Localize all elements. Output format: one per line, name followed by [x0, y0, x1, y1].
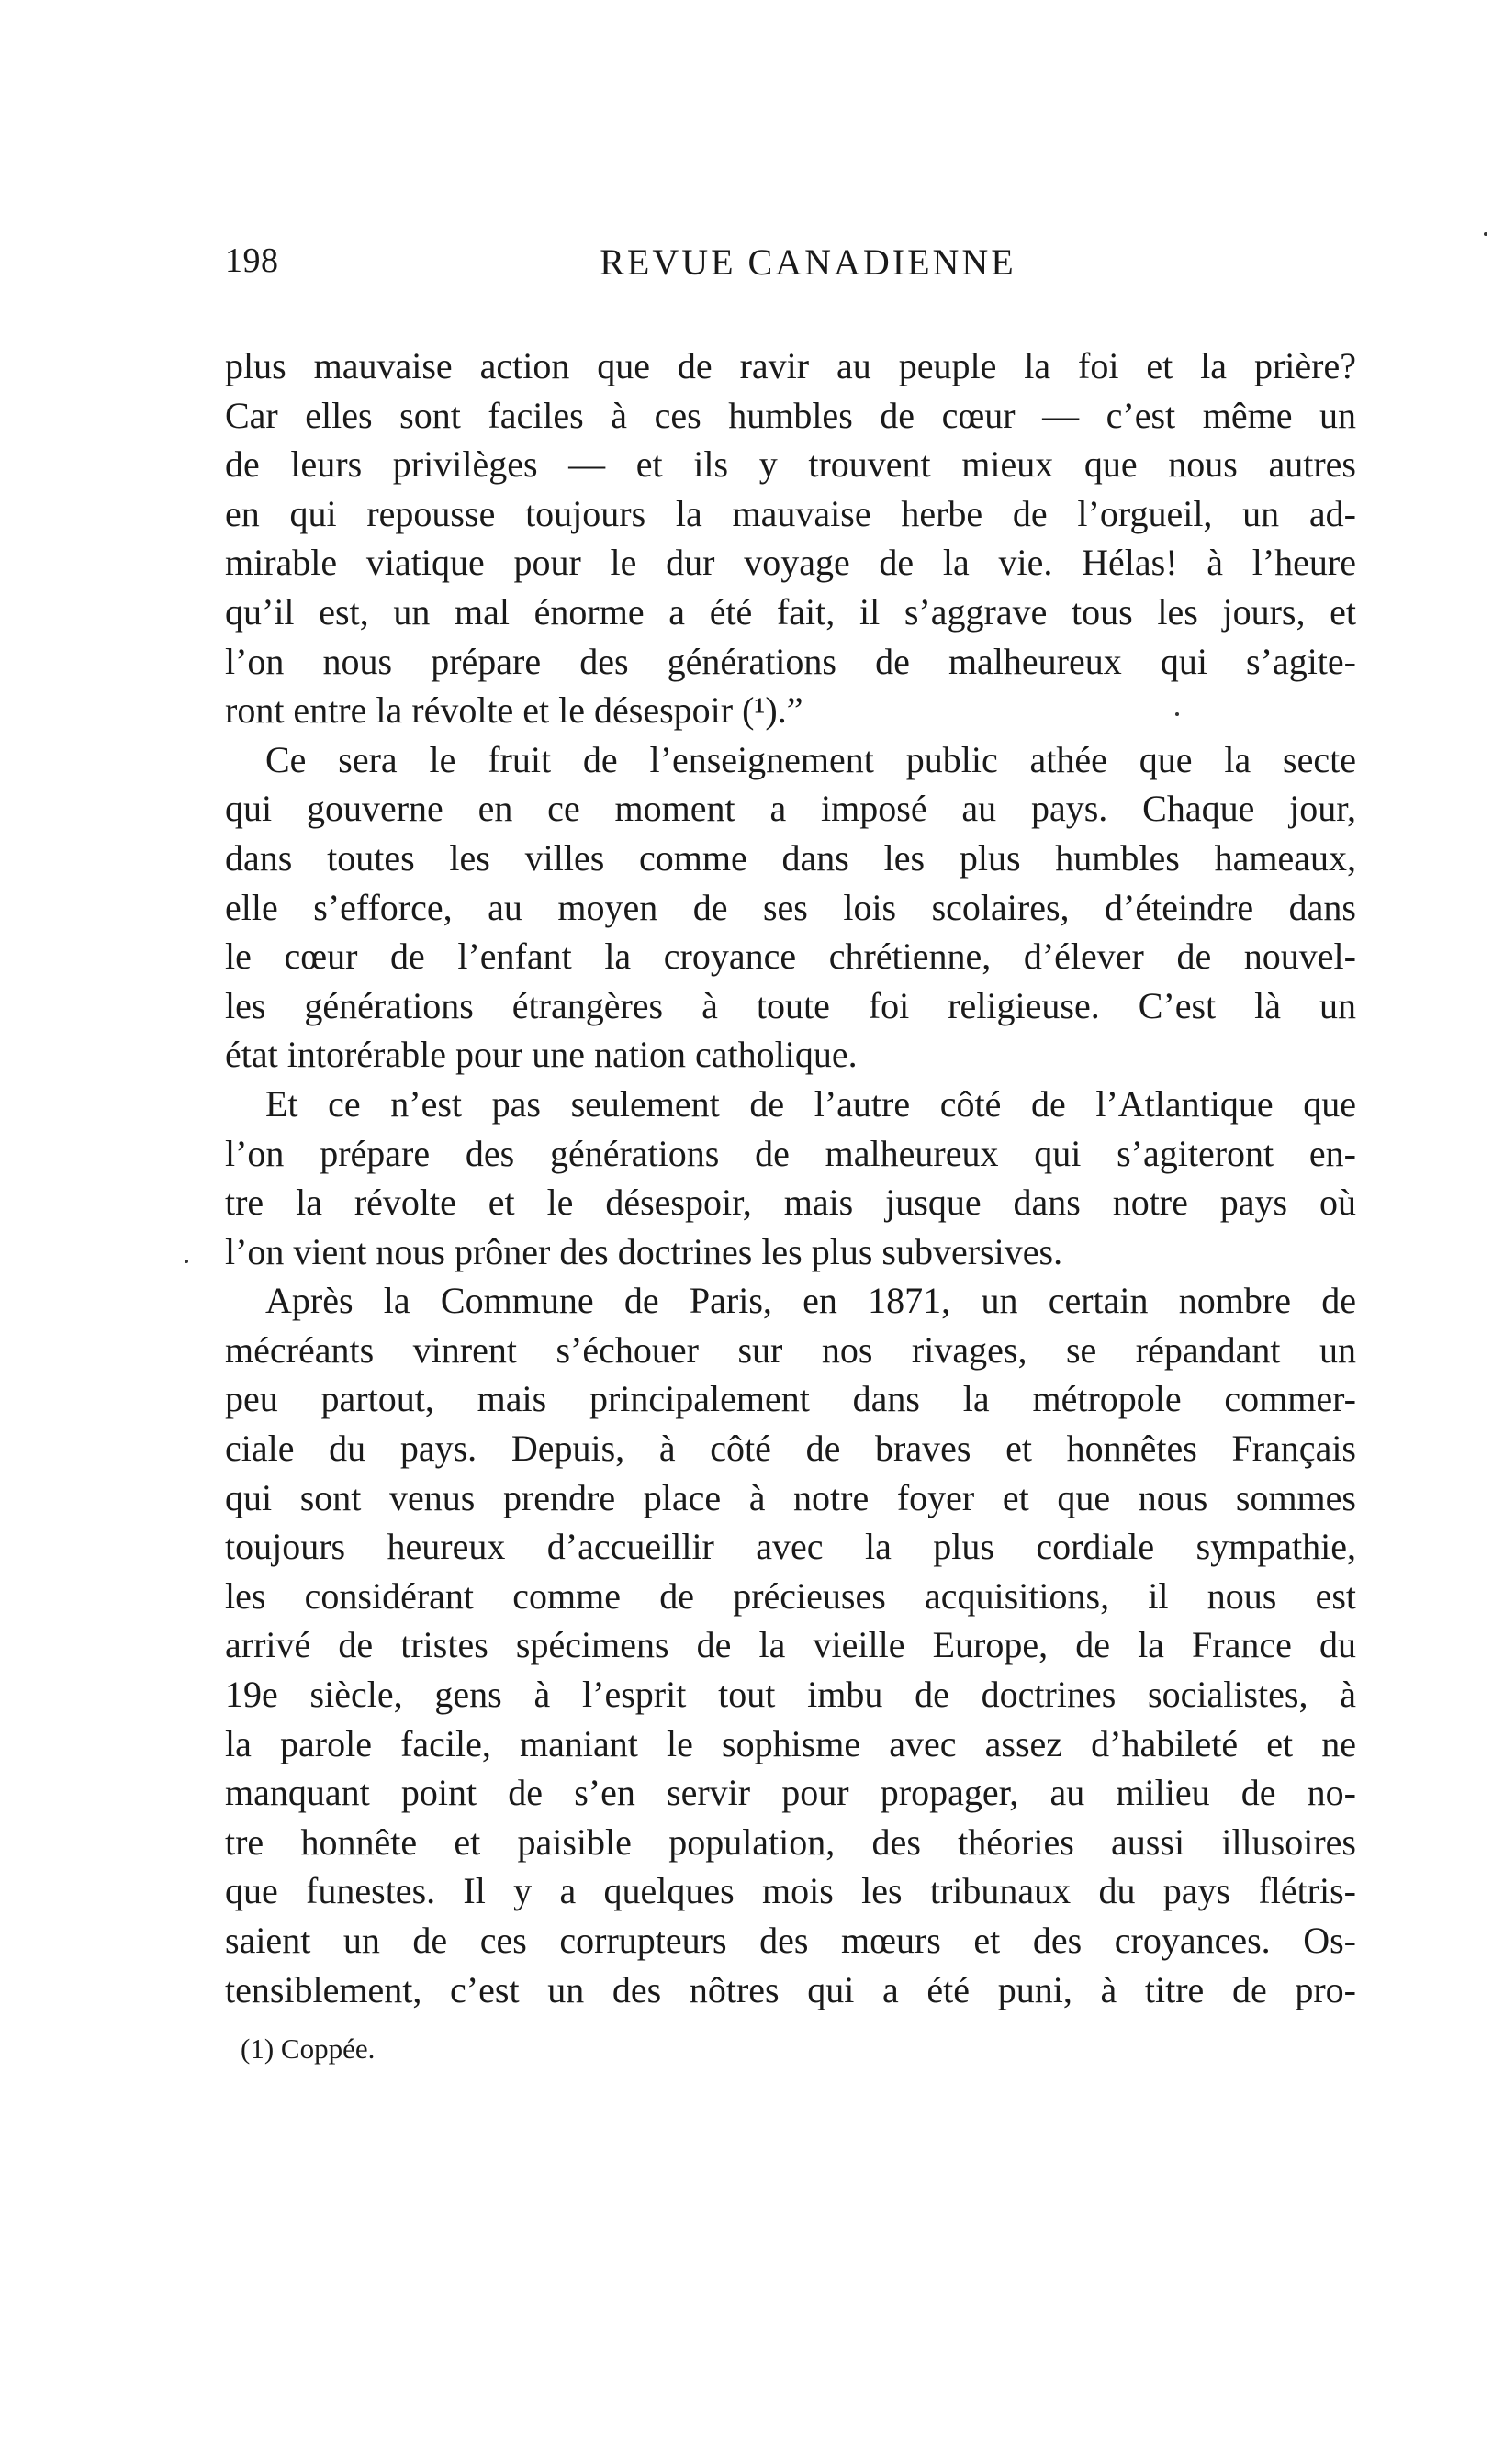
text-line: que funestes. Il y a quelques mois les tribunaux du pays flétris-	[225, 1870, 1356, 1912]
text-line: l’on prépare des générations de malheureux qui s’agiteront en-	[225, 1132, 1356, 1174]
text-line: l’on nous prépare des générations de malheureux qui s’agite-	[225, 640, 1356, 682]
text-line: 19e siècle, gens à l’esprit tout imbu de doctrines socialistes, à	[225, 1674, 1356, 1716]
text-line: la parole facile, maniant le sophisme avec assez d’habileté et ne	[225, 1722, 1356, 1764]
text-line: tensiblement, c’est un des nôtres qui a été puni, à titre de pro-	[225, 1968, 1356, 2010]
text-line: elle s’efforce, au moyen de ses lois scolaires, d’éteindre dans	[225, 886, 1356, 928]
text-line: arrivé de tristes spécimens de la vieille Europe, de la France du	[225, 1624, 1356, 1666]
text-line: qui gouverne en ce moment a imposé au pays. Chaque jour,	[225, 788, 1356, 830]
text-line: Car elles sont faciles à ces humbles de cœur — c’est même un	[225, 394, 1356, 436]
text-line: plus mauvaise action que de ravir au peuple la foi et la prière?	[225, 345, 1356, 386]
text-line: peu partout, mais principalement dans la métropole commer-	[225, 1378, 1356, 1420]
footnote: (1) Coppée.	[241, 2033, 376, 2065]
text-line: dans toutes les villes comme dans les plus humbles hameaux,	[225, 836, 1356, 879]
text-line: qui sont venus prendre place à notre foyer et que nous sommes	[225, 1476, 1356, 1518]
paragraph-start-line: Ce sera le fruit de l’enseignement public athée que la secte	[265, 738, 1356, 780]
text-line: ciale du pays. Depuis, à côté de braves et honnêtes Français	[225, 1428, 1356, 1470]
text-line: état intorérable pour une nation catholique.	[225, 1034, 858, 1076]
text-line: en qui repousse toujours la mauvaise herbe de l’orgueil, un ad-	[225, 492, 1356, 534]
text-line: le cœur de l’enfant la croyance chrétienne, d’élever de nouvel-	[225, 935, 1356, 978]
text-line: tre honnête et paisible population, des théories aussi illusoires	[225, 1820, 1356, 1863]
text-line: toujours heureux d’accueillir avec la plus cordiale sympathie,	[225, 1526, 1356, 1568]
text-line: ront entre la révolte et le désespoir (¹).”	[225, 689, 803, 732]
text-line: tre la révolte et le désespoir, mais jusque dans notre pays où	[225, 1182, 1356, 1224]
body-text	[225, 342, 1356, 2014]
text-line: mirable viatique pour le dur voyage de la vie. Hélas! à l’heure	[225, 542, 1356, 584]
scan-speck	[1175, 712, 1179, 716]
running-head	[225, 241, 1354, 296]
journal-title: REVUE CANADIENNE	[600, 241, 1016, 283]
paragraph-start-line: Et ce n’est pas seulement de l’autre côté de l’Atlantique que	[265, 1082, 1356, 1125]
text-line: manquant point de s’en servir pour propager, au milieu de no-	[225, 1772, 1356, 1814]
text-line: qu’il est, un mal énorme a été fait, il s’aggrave tous les jours, et	[225, 590, 1356, 633]
page-number: 198	[225, 241, 279, 280]
text-line: les générations étrangères à toute foi religieuse. C’est là un	[225, 984, 1356, 1026]
text-line: saient un de ces corrupteurs des mœurs et des croyances. Os-	[225, 1920, 1356, 1961]
text-line: de leurs privilèges — et ils y trouvent mieux que nous autres	[225, 443, 1356, 486]
text-line: mécréants vinrent s’échouer sur nos rivages, se répandant un	[225, 1328, 1356, 1371]
paragraph-start-line: Après la Commune de Paris, en 1871, un certain nombre de	[265, 1280, 1356, 1322]
text-line: l’on vient nous prôner des doctrines les plus subversives.	[225, 1230, 1063, 1272]
scan-speck	[1484, 232, 1487, 236]
scan-speck	[185, 1260, 188, 1263]
text-line: les considérant comme de précieuses acquisitions, il nous est	[225, 1574, 1356, 1617]
